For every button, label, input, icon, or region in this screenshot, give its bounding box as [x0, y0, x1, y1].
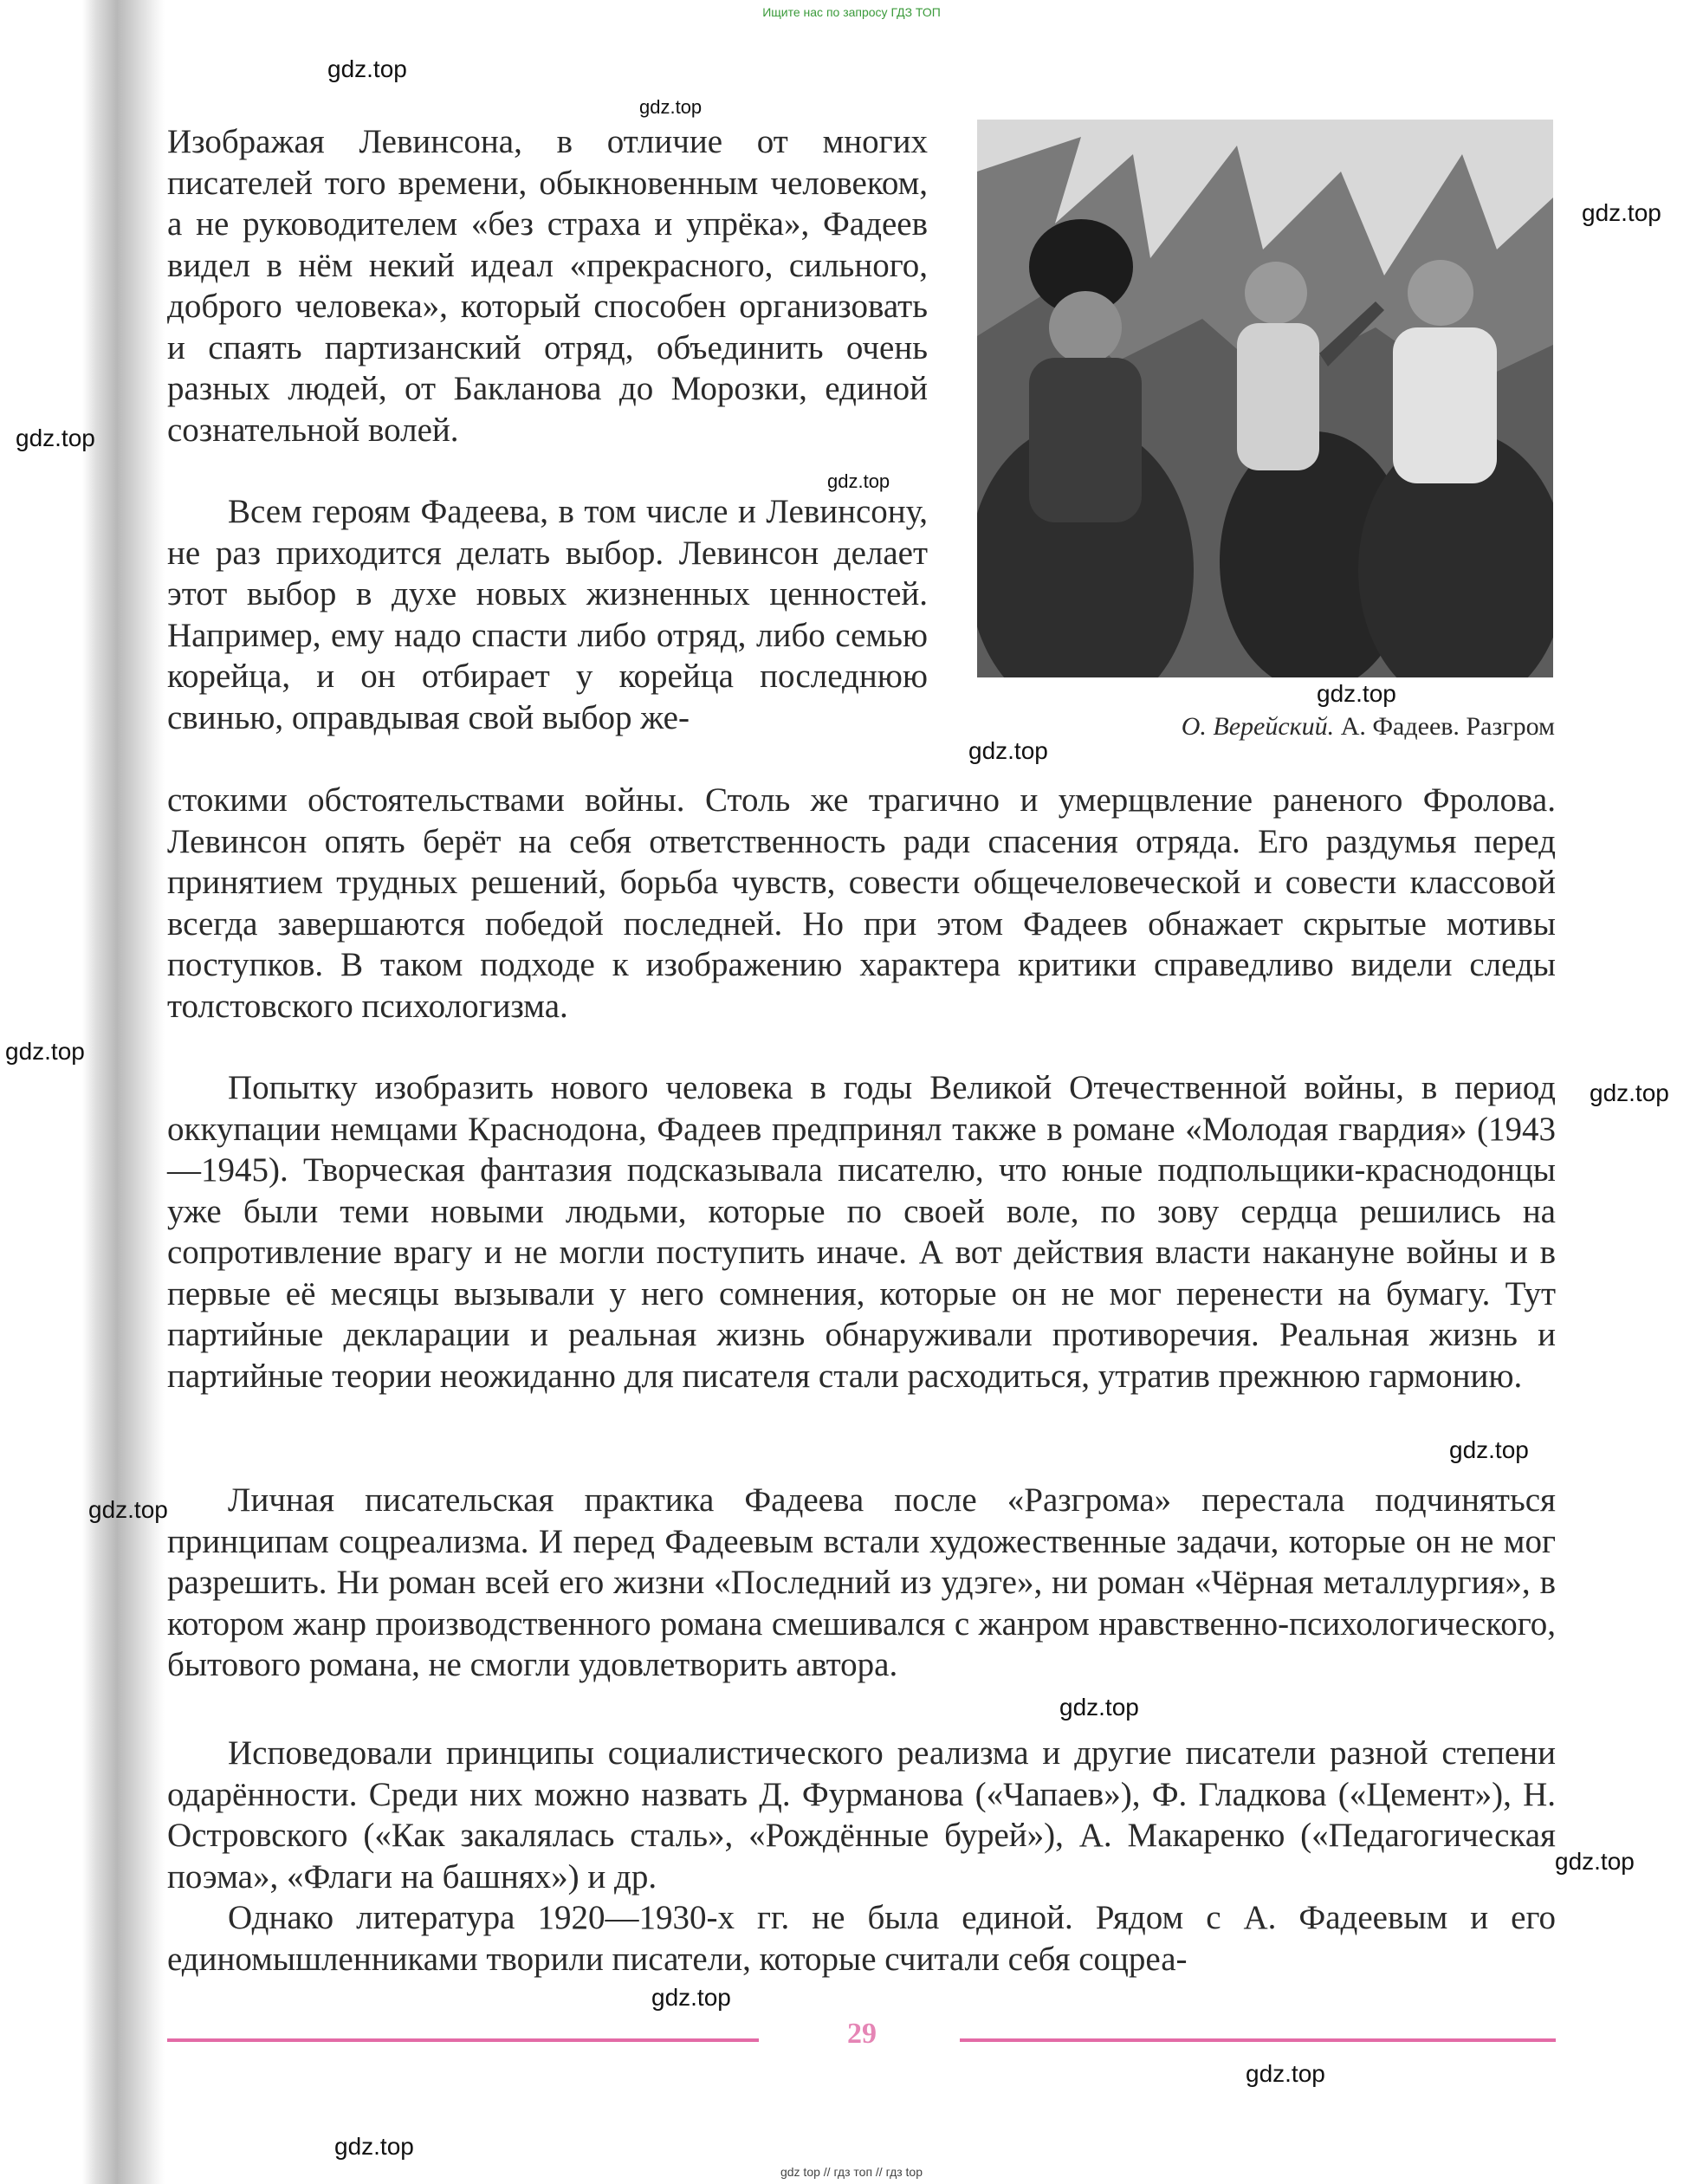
book-spine-shadow: [0, 0, 165, 2184]
watermark: gdz.top: [1582, 199, 1661, 226]
paragraph: Личная писательская практика Фадеева после «Разгрома» перестала подчиняться принципам соцреализма. И перед Фадеевым встали художественные задачи, которые он не мог разрешить. Ни роман всей его жизни «Последний из удэге», ни роман «Чёрная металлургия», в котором жанр производственного романа смешивался с жанром нравственно-психологического, бытового романа, не смогли удовлетворить автора.: [167, 1481, 1556, 1683]
watermark: gdz.top: [968, 737, 1048, 764]
paragraph: Всем героям Фадеева, в том числе и Левинсону, не раз приходится делать выбор. Левинсон делает этот выбор в духе новых жизненных ценностей. Например, ему надо спасти либо отряд, либо семью корейца, и он отбирает у корейца последнюю свинью, оправдывая свой выбор же-: [167, 493, 928, 736]
paragraph: Изображая Левинсона, в отличие от многих писателей того времени, обыкновенным человеком, а не руководителем «без страха и упрёка», Фадеев видел в нём некий идеал «прекрасного, сильного, доброго человека», который способен организовать и спаять партизанский отряд, объединить очень разных людей, от Бакланова до Морозки, единой сознательной волей.: [167, 123, 928, 449]
watermark: gdz.top: [1059, 1694, 1139, 1721]
caption-author: О. Верейский.: [1181, 712, 1335, 741]
bottom-banner: gdz top // гдз топ // гдз top: [780, 2165, 923, 2179]
illustration: [977, 120, 1553, 677]
footer-rule-right: [960, 2038, 1556, 2042]
paragraph: стокими обстоятельствами войны. Столь же трагично и умерщвление раненого Фролова. Левинсон опять берёт на себя ответственность ради спасения отряда. Его раздумья перед принятием трудных решений, борьба чувств, совести общечеловеческой и совести классовой всегда завершаются победой последней. Но при этом Фадеев обнажает скрытые мотивы поступков. В таком подходе к изображению характера критики справедливо видели следы толстовского психологизма.: [167, 781, 1556, 1025]
watermark: gdz.top: [1449, 1436, 1529, 1463]
watermark: gdz.top: [16, 424, 95, 451]
caption-title: А. Фадеев. Разгром: [1340, 712, 1555, 741]
watermark: gdz.top: [651, 1984, 731, 2011]
watermark: gdz.top: [88, 1496, 168, 1523]
paragraph: Исповедовали принципы социалистического реализма и другие писатели разной степени одарённости. Среди них можно назвать Д. Фурманова («Чапаев»), Ф. Гладкова («Цемент»), Н. Островского («Как закалялась сталь», «Рождённые бурей»), А. Макаренко («Педагогическая поэма», «Флаги на башнях») и др.: [167, 1734, 1556, 1896]
footer-rule-left: [167, 2038, 759, 2042]
page-number: 29: [847, 2018, 877, 2050]
watermark: gdz.top: [827, 470, 890, 492]
watermark: gdz.top: [334, 2133, 414, 2160]
watermark: gdz.top: [639, 96, 703, 118]
watermark: gdz.top: [327, 55, 407, 82]
top-banner: Ищите нас по запросу ГДЗ ТОП: [762, 5, 941, 19]
figure-caption: [1022, 712, 1555, 742]
illustration-art: [977, 120, 1553, 677]
watermark: gdz.top: [1246, 2060, 1325, 2087]
watermark: gdz.top: [1590, 1079, 1669, 1106]
watermark: gdz.top: [5, 1038, 85, 1065]
watermark: gdz.top: [1555, 1848, 1635, 1875]
paragraph: Однако литература 1920—1930-х гг. не была единой. Рядом с А. Фадеевым и его единомышленниками творили писатели, которые считали себя соцреа-: [167, 1899, 1556, 1978]
paragraph: Попытку изобразить нового человека в годы Великой Отечественной войны, в период оккупации немцами Краснодона, Фадеев предпринял также в романе «Молодая гвардия» (1943—1945). Творческая фантазия подсказывала писателю, что юные подпольщики-краснодонцы уже были теми новыми людьми, которые по своей воле, по зову сердца решились на сопротивление врагу и не могли поступить иначе. А вот действия власти накануне войны и в первые её месяцы вызывали у него сомнения, которые он не мог перенести на бумагу. Тут партийные декларации и реальная жизнь обнаруживали противоречия. Реальная жизнь и партийные теории неожиданно для писателя стали расходиться, утратив прежнюю гармонию.: [167, 1069, 1556, 1395]
watermark: gdz.top: [1317, 680, 1396, 707]
